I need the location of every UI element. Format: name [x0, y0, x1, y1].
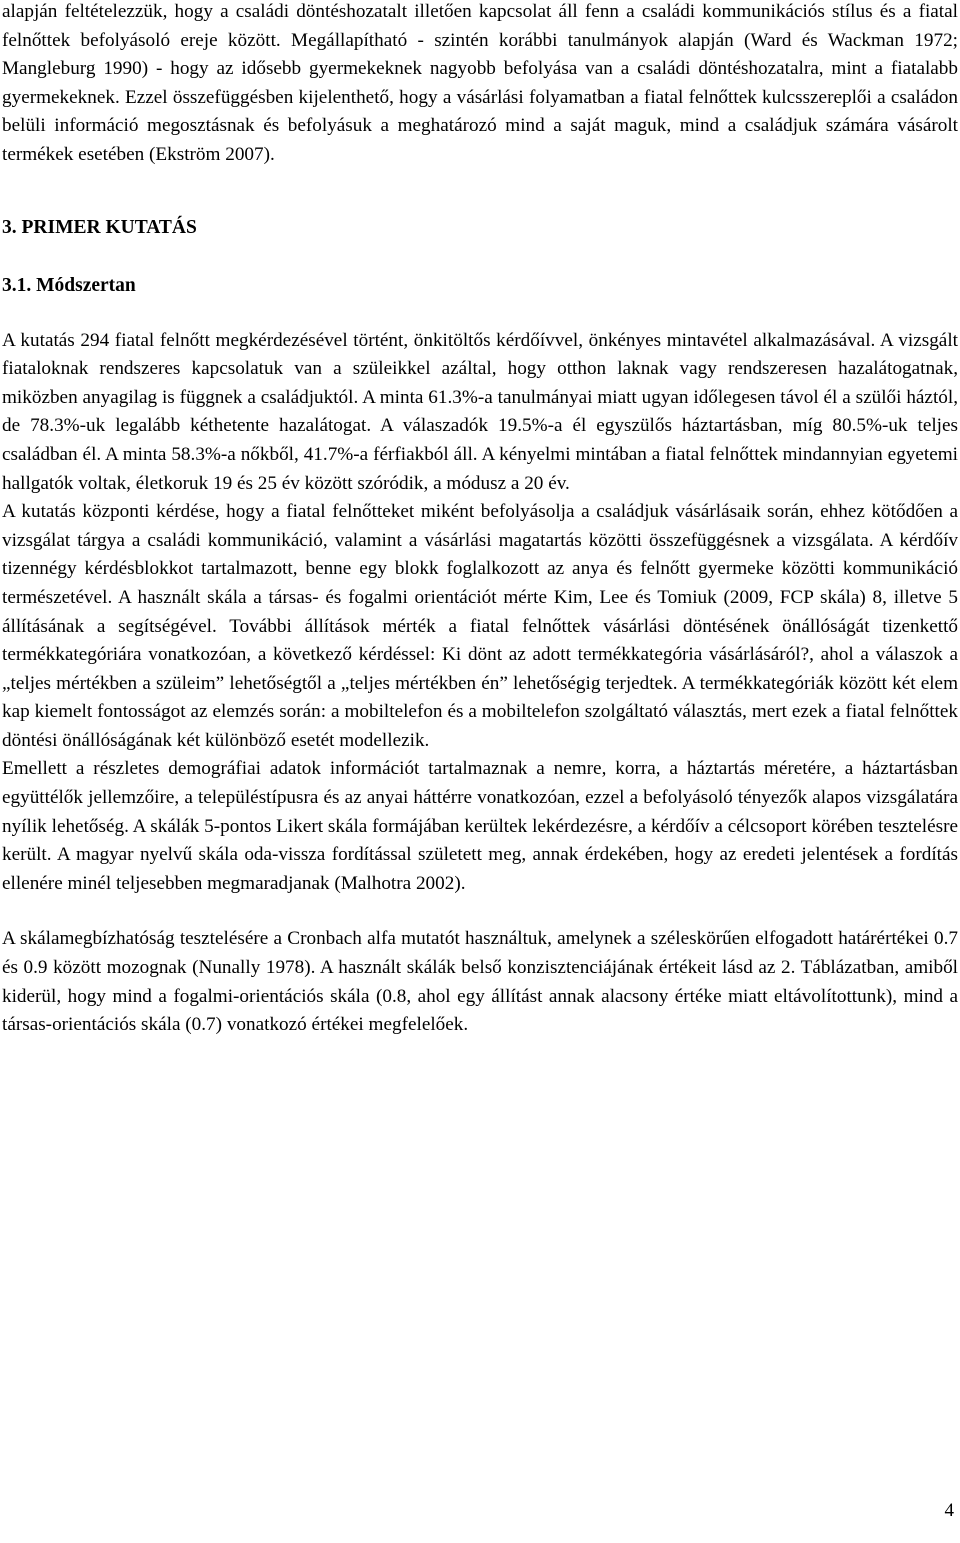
subsection-heading: 3.1. Módszertan — [2, 274, 136, 296]
paragraph-method-demographics: Emellett a részletes demográfiai adatok információt tartalmaznak a nemre, korra, a háztartás méretére, a háztartásban együttélők jellemzőire, a településtípusra és az anyai háttérre vonatkozóan, ezzel a befolyásoló tényezők alapos vizsgálatára nyílik lehetőség. A skálák 5-pontos Likert skála formájában kerültek lekérdezésre, a kérdőív a célcsoport körében tesztelésre került. A magyar nyelvű skála oda-vissza fordítással született meg, annak érdekében, hogy az eredeti jelentések a fordítás ellenére minél teljesebben megmaradjanak (Malhotra 2002). — [2, 758, 958, 894]
paragraph-reliability: A skálamegbízhatóság tesztelésére a Cronbach alfa mutatót használtuk, amelynek a széleskörűen elfogadott határértékei 0.7 és 0.9 között mozognak (Nunally 1978). A használt skálák belső konzisztenciájának értékeit lásd az 2. Táblázatban, amiből kiderül, hogy mind a fogalmi-orientációs skála (0.8, ahol egy állítást annak alacsony értéke miatt eltávolítottunk), mind a társas-orientációs skála (0.7) vonatkozó értékei megfelelőek. — [2, 928, 958, 1036]
section-heading: 3. PRIMER KUTATÁS — [2, 216, 197, 238]
paragraph-method-sample: A kutatás 294 fiatal felnőtt megkérdezésével történt, önkitöltős kérdőívvel, önkényes mintavétel alkalmazásával. A vizsgált fiataloknak rendszeres kapcsolatuk van a szüleikkel azáltal, hogy otthon laknak vagy rendszeresen hazalátogatnak, miközben anyagilag is függnek a családjuktól. A minta 61.3%-a tanulmányai miatt ugyan időlegesen távol él a szülői háztól, de 78.3%-uk legalább kéthetente hazalátogat. A válaszadók 19.5%-a él egyszülős háztartásban, míg 80.5%-uk teljes családban él. A minta 58.3%-a nőkből, 41.7%-a férfiakból áll. A kényelmi mintában a fiatal felnőttek mindannyian egyetemi hallgatók voltak, életkoruk 19 és 25 év között szóródik, a módusz a 20 év. — [2, 329, 958, 494]
page-number: 4 — [944, 1500, 954, 1521]
paragraph-intro: alapján feltételezzük, hogy a családi döntéshozatalt illetően kapcsolat áll fenn a családi kommunikációs stílus és a fiatal felnőttek befolyásoló ereje között. Megállapítható - szintén korábbi tanulmányok alapján (Ward és Wackman 1972; Mangleburg 1990) - hogy az idősebb gyermekeknek nagyobb befolyása van a családi döntéshozatalra, mint a fiatalabb gyermekeknek. Ezzel összefüggésben kijelenthető, hogy a vásárlási folyamatban a fiatal felnőttek kulcsszereplői a családon belüli információ megosztásnak és befolyásuk a meghatározó mind a saját maguk, mind a családjuk számára vásárolt termékek esetében (Ekström 2007). — [2, 1, 958, 165]
paragraph-method-questionnaire: A kutatás központi kérdése, hogy a fiatal felnőtteket miként befolyásolja a családjuk vásárlásaik során, ehhez kötődően a vizsgálat tárgya a családi kommunikáció, valamint a vásárlási magatartás közötti összefüggésnek a vizsgálata. A kérdőív tizennégy kérdésblokkot tartalmazott, benne egy blokk foglalkozott az anya és felnőtt gyermeke közötti kommunikáció természetével. A használt skála a társas- és fogalmi orientációt mérte Kim, Lee és Tomiuk (2009, FCP skála) 8, illetve 5 állításának a segítségével. További állítások mérték a fiatal felnőttek vásárlási döntésének önállóságát tizenkettő termékkategóriára vonatkozóan, a következő kérdéssel: Ki dönt az adott termékkategória vásárlásáról?, ahol a válaszok a „teljes mértékben a szüleim” lehetőségtől a „teljes mértékben én” lehetőségig terjedtek. A termékkategóriák között két elem kap kiemelt fontosságot az elemzés során: a mobiltelefon és a mobiltelefon szolgáltató választás, mert ezek a fiatal felnőttek döntési önállóságának két különböző esetét modellezik. — [2, 501, 958, 751]
